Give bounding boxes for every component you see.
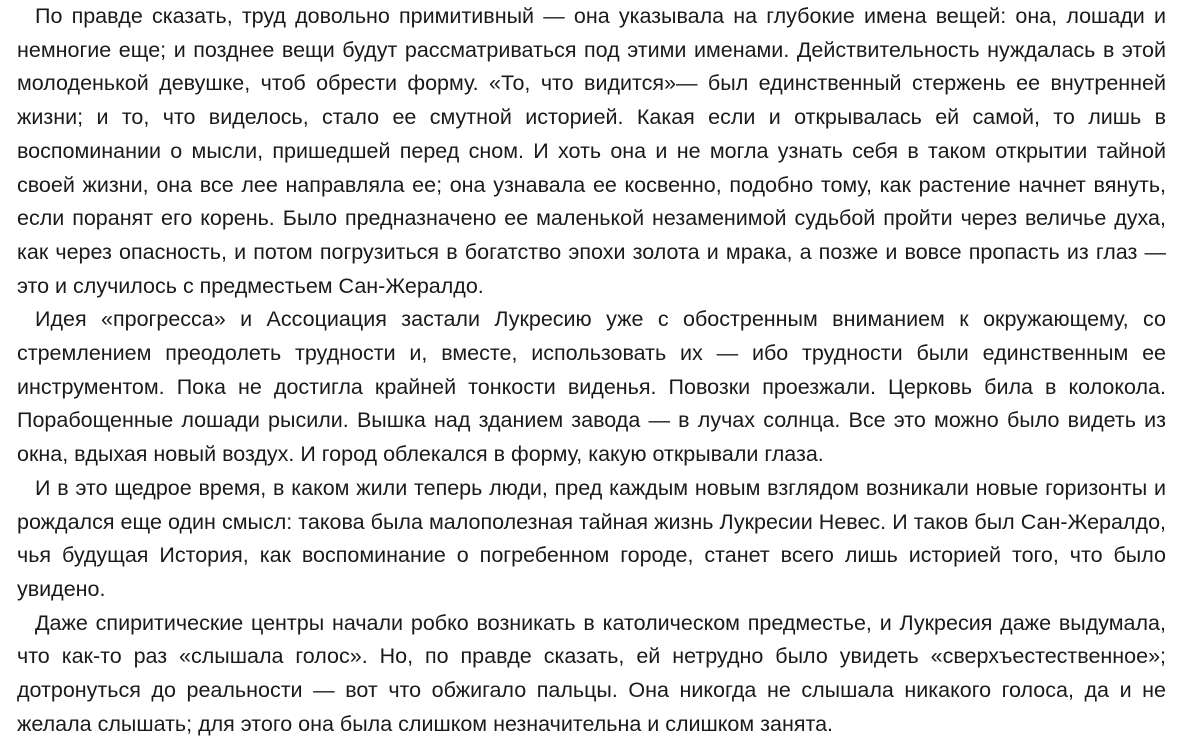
paragraph-1: По правде сказать, труд довольно примитивный — она указывала на глубокие имена вещей: она, лошади и немногие еще; и позднее вещи будут рассматриваться под этими именами. Действительность нуждалась в этой молоденькой девушке, чтоб обрести форму. «То, что видится»— был единственный стержень ее внутренней жизни; и то, что виделось, стало ее смутной историей. Какая если и открывалась ей самой, то лишь в воспоминании о мысли, пришедшей перед сном. И хоть она и не могла узнать себя в таком открытии тайной своей жизни, она все лее направляла ее; она узнавала ее косвенно, подобно тому, как растение начнет вянуть, если поранят его корень. Было предназначено ее маленькой незаменимой судьбой пройти через величье духа, как через опасность, и потом погрузиться в богатство эпохи золота и мрака, а позже и вовсе пропасть из глаз — это и случилось с предместьем Сан-Жералдо. bbox=[17, 4, 1166, 298]
paragraph-3: И в это щедрое время, в каком жили теперь люди, пред каждым новым взглядом возникали новые горизонты и рождался еще один смысл: такова была малополезная тайная жизнь Лукресии Невес. И таков был Сан-Жералдо, чья будущая История, как воспоминание о погребенном городе, станет всего лишь историей того, что было увидено. bbox=[17, 475, 1166, 601]
paragraph-2: Идея «прогресса» и Ассоциация застали Лукресию уже с обостренным вниманием к окружающему, со стремлением преодолеть трудности и, вместе, использовать их — ибо трудности были единственным ее инструментом. Пока не достигла крайней тонкости виденья. Повозки проезжали. Церковь била в колокола. Порабощенные лошади рысили. Вышка над зданием завода — в лучах солнца. Все это можно было видеть из окна, вдыхая новый воздух. И город облекался в форму, какую открывали глаза. bbox=[17, 307, 1166, 467]
paragraph-4: Даже спиритические центры начали робко возникать в католическом предместье, и Лукресия даже выдумала, что как-то раз «слышала голос». Но, по правде сказать, ей нетрудно было увидеть «сверхъестественное»; дотронуться до реальности — вот что обжигало пальцы. Она никогда не слышала никакого голоса, да и не желала слышать; для этого она была слишком незначительна и слишком занята. bbox=[17, 610, 1166, 736]
